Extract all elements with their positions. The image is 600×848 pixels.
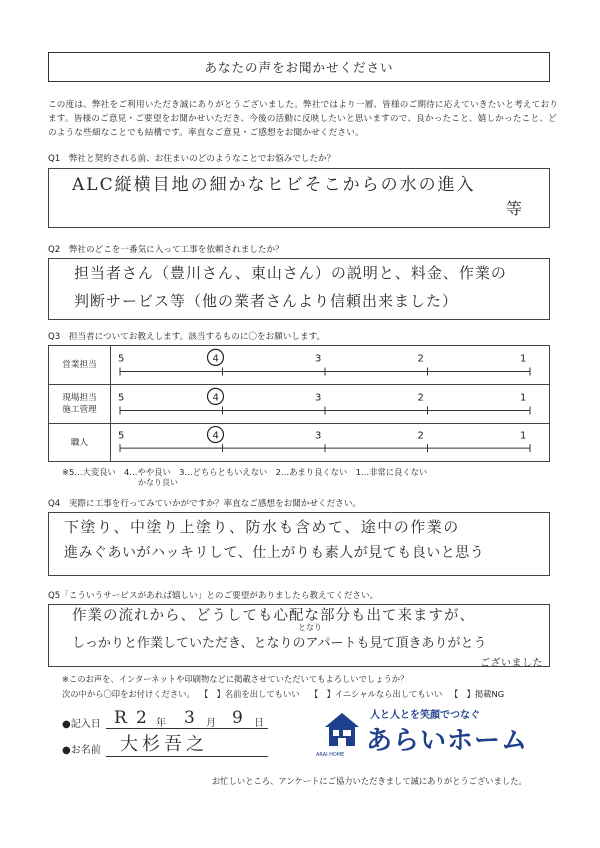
q2-label: Q2 弊社のどこを一番気に入って工事を依頼されましたか？ <box>48 245 284 255</box>
q1-label: Q1 弊社と契約される前、お住まいのどのようなことでお悩みでしたか？ <box>48 154 336 164</box>
rating-row-label: 現場担当 施工管理 <box>49 385 111 423</box>
entry-date-underline <box>106 728 268 729</box>
rating-option-3[interactable]: 3 <box>315 430 322 442</box>
rating-option-5[interactable]: 5 <box>118 353 125 365</box>
q5-answer-line2: しっかりと作業していただき、となりのアパートも見て頂きありがとう <box>72 636 487 651</box>
house-logo-icon <box>323 710 361 752</box>
q4-answer-line1: 下塗り、中塗り上塗り、防水も含めて、途中の作業の <box>64 518 460 536</box>
name-underline <box>106 756 268 757</box>
q1-answer-line1: ALC縦横目地の細かなヒビそこからの水の進入 <box>72 175 476 195</box>
entry-date-day-unit: 日 <box>254 718 264 729</box>
rating-option-3[interactable]: 3 <box>315 353 322 365</box>
rating-scales <box>48 345 550 462</box>
logo-name: あらいホーム <box>366 726 529 756</box>
name-value: 大杉吾之 <box>120 734 208 755</box>
rating-row-label: 営業担当 <box>49 346 111 384</box>
entry-date-label: ●記入日 <box>62 719 101 730</box>
q5-answer-line3: ございました <box>480 658 543 669</box>
rating-option-2[interactable]: 2 <box>417 392 424 404</box>
logo-sub: ARAI HOME <box>316 752 345 758</box>
privacy-option-name[interactable]: 【 】名前を出してもいい <box>200 689 300 699</box>
privacy-option-initial[interactable]: 【 】イニシャルなら出してもいい <box>310 689 443 699</box>
rating-row-label: 職人 <box>49 424 111 461</box>
rating-option-4[interactable]: 4 <box>212 353 219 365</box>
q1-answer-line2: 等 <box>506 199 525 218</box>
rating-legend: ※5…大変良い 4…やや良い 3…どちらともいえない 2…あまり良くない 1…非常に良くない <box>62 467 428 477</box>
entry-date-month: 3 <box>184 708 197 728</box>
name-label: ●お名前 <box>62 745 101 756</box>
entry-date-year-unit: 年 <box>156 718 166 729</box>
rating-option-5[interactable]: 5 <box>118 392 125 404</box>
rating-option-4[interactable]: 4 <box>212 392 219 404</box>
rating-handwritten-note: かなり良い <box>138 478 178 487</box>
q5-label: Q5「こういうサービスがあれば嬉しい」とのご要望がありましたら教えてください。 <box>48 591 379 601</box>
q5-answer-line1: 作業の流れから、どうしても心配な部分も出て来ますが、 <box>72 608 475 624</box>
rating-option-2[interactable]: 2 <box>417 353 424 365</box>
q5-correction-mark: となり <box>298 623 322 632</box>
q2-answer-line1: 担当者さん（豊川さん、東山さん）の説明と、料金、作業の <box>74 264 507 282</box>
q4-answer-line2: 進みぐあいがハッキリして、仕上がりも素人が見ても良いと思う <box>64 545 485 561</box>
intro-text: この度は、弊社をご利用いただき誠にありがとうございました。弊社ではより一層、皆様のご期待に応えていきたいと考えております。皆様のご意見・ご要望をお聞かせいただき、今後の活動に反映したいと思いますので、良かったこと、嬉しかったこと、どのような些細なことでも結構です。率直なご意見・ご感想をお聞かせください。 <box>48 100 559 138</box>
entry-date-month-unit: 月 <box>206 718 216 729</box>
privacy-option-ng[interactable]: 【 】掲載NG <box>450 689 505 699</box>
entry-date-year: 2 <box>136 708 149 728</box>
privacy-question: ※このお声を、インターネットや印刷物などに掲載させていただいてもよろしいでしょうか？ <box>62 674 409 684</box>
entry-date-day: 9 <box>232 708 245 728</box>
rating-option-2[interactable]: 2 <box>417 430 424 442</box>
thanks-text: お忙しいところ、アンケートにご協力いただきまして誠にありがとうございました。 <box>212 776 527 786</box>
q2-answer-line2: 判断サービス等（他の業者さんより信頼出来ました） <box>74 292 459 310</box>
rating-option-1[interactable]: 1 <box>520 392 527 404</box>
rating-option-5[interactable]: 5 <box>118 430 125 442</box>
rating-option-1[interactable]: 1 <box>520 430 527 442</box>
q4-label: Q4 実際に工事を行ってみていかがですか？率直なご感想をお聞かせください。 <box>48 499 362 509</box>
rating-option-3[interactable]: 3 <box>315 392 322 404</box>
rating-option-1[interactable]: 1 <box>520 353 527 365</box>
rating-option-4[interactable]: 4 <box>212 430 219 442</box>
privacy-instruction: 次の中から〇印をお付けください。 <box>62 689 195 699</box>
q3-label: Q3 担当者についてお教えします。該当するものに〇をお願いします。 <box>48 332 326 342</box>
logo-tagline: 人と人とを笑顔でつなぐ <box>370 710 480 721</box>
entry-date-era: R <box>114 708 129 728</box>
page-title: あなたの声をお聞かせください <box>48 52 550 82</box>
